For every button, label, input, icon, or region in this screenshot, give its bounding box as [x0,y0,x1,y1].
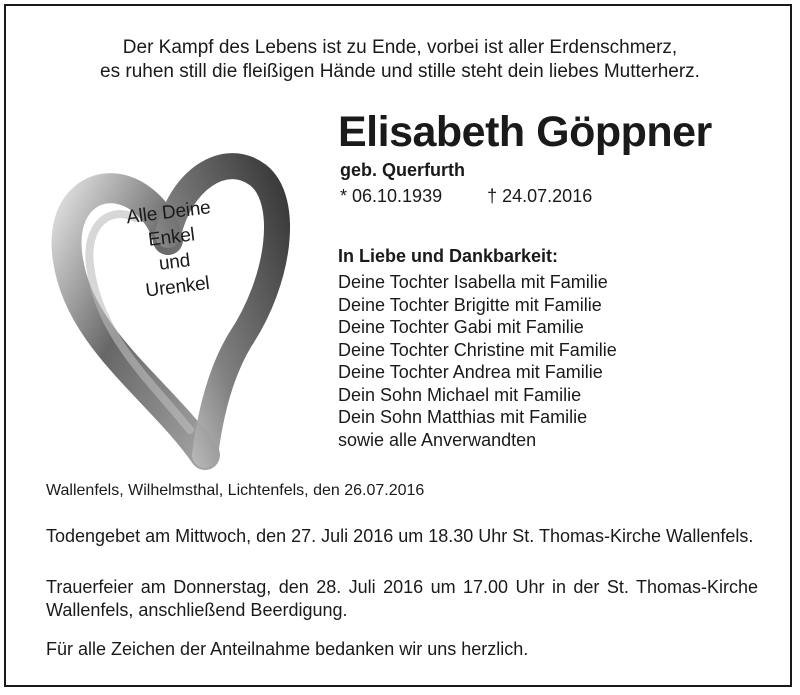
heart-icon [40,140,290,470]
thanks-notice: Für alle Zeichen der Anteilnahme bedanken wir uns herzlich. [46,639,529,659]
heart-caption-line-2: Enkel [147,224,196,251]
mourner-item: Dein Sohn Matthias mit Familie [338,407,588,427]
prayer-notice: Todengebet am Mittwoch, den 27. Juli 2016 um 18.30 Uhr St. Thomas-Kirche Wallenfels. [46,526,754,546]
mourners-list [338,271,617,451]
death-date: † 24.07.2016 [487,186,593,206]
mourner-item: Deine Tochter Brigitte mit Familie [338,294,602,315]
verse-line-1: Der Kampf des Lebens ist zu Ende, vorbei ist aller Erdenschmerz, [122,37,678,58]
mourners-heading: In Liebe und Dankbarkeit: [338,246,559,266]
heart-caption-line-1: Alle Deine [125,197,212,229]
birth-name: geb. Querfurth [340,160,465,180]
mourner-item: Deine Tochter Andrea mit Familie [338,362,603,382]
funeral-notice: Trauerfeier am Donnerstag, den 28. Juli 2016 um 17.00 Uhr in der St. Thomas-Kirche Wallenfels, anschließend Beerdigung. [46,577,758,620]
mourner-item: Deine Tochter Gabi mit Familie [338,317,584,337]
heart-caption-line-3: und [157,250,192,275]
mourner-item: Deine Tochter Isabella mit Familie [338,272,608,292]
verse-line-2: es ruhen still die fleißigen Hände und stille steht dein liebes Mutterherz. [100,61,700,82]
heart-caption [112,194,233,307]
heart-caption-line-4: Urenkel [144,272,211,302]
birth-date: * 06.10.1939 [340,186,443,206]
mourner-item: Dein Sohn Michael mit Familie [338,384,582,405]
life-dates [340,186,592,207]
deceased-name: Elisabeth Göppner [338,108,712,156]
mourner-item: Deine Tochter Christine mit Familie [338,339,617,360]
mourner-item: sowie alle Anverwandten [338,429,537,450]
place-and-date: Wallenfels, Wilhelmsthal, Lichtenfels, den 26.07.2016 [46,482,425,499]
